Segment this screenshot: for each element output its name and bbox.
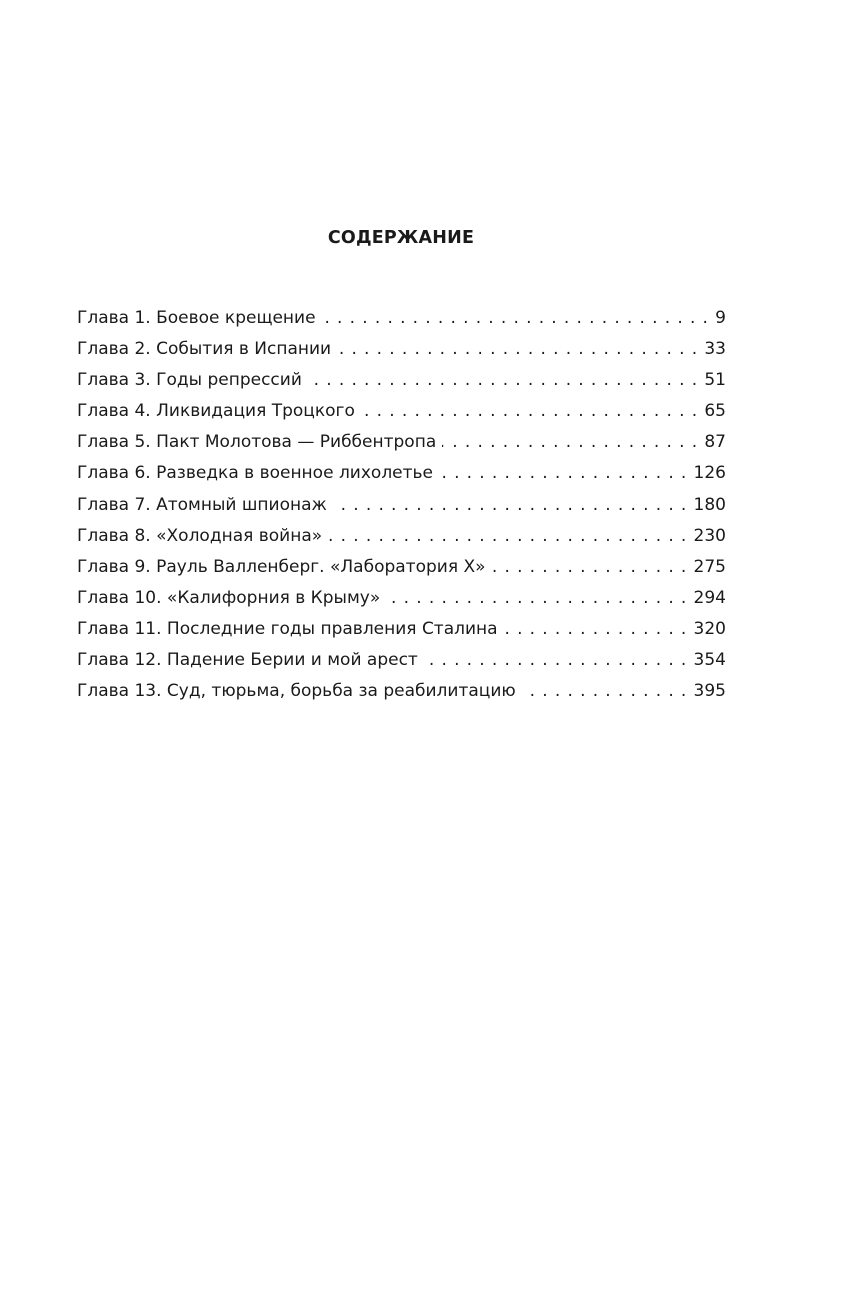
page-number: 33 bbox=[704, 339, 726, 360]
dot-leader bbox=[328, 524, 693, 548]
dot-leader bbox=[337, 337, 704, 361]
toc-entry[interactable] bbox=[77, 617, 726, 648]
chapter-title: Глава 7. Атомный шпионаж bbox=[77, 494, 327, 515]
toc-entry[interactable] bbox=[77, 461, 726, 492]
toc-entry[interactable] bbox=[77, 368, 726, 399]
toc-entry[interactable] bbox=[77, 586, 726, 617]
dot-leader bbox=[308, 368, 704, 392]
chapter-title: Глава 5. Пакт Молотова — Риббентропа bbox=[77, 432, 437, 453]
dot-leader bbox=[522, 679, 694, 703]
chapter-title: Глава 10. «Калифорния в Крыму» bbox=[77, 587, 381, 608]
page-number: 230 bbox=[693, 525, 726, 546]
chapter-title: Глава 8. «Холодная война» bbox=[77, 525, 323, 546]
dot-leader bbox=[504, 617, 694, 641]
toc-entry[interactable] bbox=[77, 399, 726, 430]
chapter-title: Глава 12. Падение Берии и мой арест bbox=[77, 650, 418, 671]
toc-entry[interactable] bbox=[77, 648, 726, 679]
page-number: 294 bbox=[693, 587, 726, 608]
toc-entry[interactable] bbox=[77, 493, 726, 524]
dot-leader bbox=[386, 586, 693, 610]
page-number: 180 bbox=[693, 494, 726, 515]
toc-entry[interactable] bbox=[77, 555, 726, 586]
dot-leader bbox=[333, 493, 694, 517]
dot-leader bbox=[442, 430, 704, 454]
page-number: 9 bbox=[715, 308, 726, 328]
page-title: СОДЕРЖАНИЕ bbox=[327, 228, 475, 248]
page-number: 87 bbox=[704, 432, 726, 453]
dot-leader bbox=[322, 306, 716, 330]
page-number: 320 bbox=[693, 618, 726, 639]
page-number: 275 bbox=[693, 556, 726, 577]
dot-leader bbox=[424, 648, 694, 672]
table-of-contents bbox=[77, 306, 726, 710]
page-number: 51 bbox=[704, 370, 726, 391]
dot-leader bbox=[492, 555, 694, 579]
toc-entry[interactable] bbox=[77, 430, 726, 461]
chapter-title: Глава 3. Годы репрессий bbox=[77, 370, 302, 391]
toc-entry[interactable] bbox=[77, 524, 726, 555]
chapter-title: Глава 1. Боевое крещение bbox=[77, 308, 316, 328]
toc-entry[interactable] bbox=[77, 306, 726, 337]
chapter-title: Глава 11. Последние годы правления Сталина bbox=[77, 618, 498, 639]
chapter-title: Глава 4. Ликвидация Троцкого bbox=[77, 401, 355, 422]
chapter-title: Глава 6. Разведка в военное лихолетье bbox=[77, 463, 434, 484]
dot-leader bbox=[361, 399, 705, 423]
dot-leader bbox=[439, 461, 694, 485]
page-number: 65 bbox=[704, 401, 726, 422]
page-number: 395 bbox=[693, 681, 726, 702]
page-number: 354 bbox=[693, 650, 726, 671]
toc-entry[interactable] bbox=[77, 679, 726, 710]
chapter-title: Глава 13. Суд, тюрьма, борьба за реабилитацию bbox=[77, 681, 516, 702]
chapter-title: Глава 9. Рауль Валленберг. «Лаборатория Х» bbox=[77, 556, 486, 577]
page-number: 126 bbox=[693, 463, 726, 484]
chapter-title: Глава 2. События в Испании bbox=[77, 339, 332, 360]
toc-entry[interactable] bbox=[77, 337, 726, 368]
